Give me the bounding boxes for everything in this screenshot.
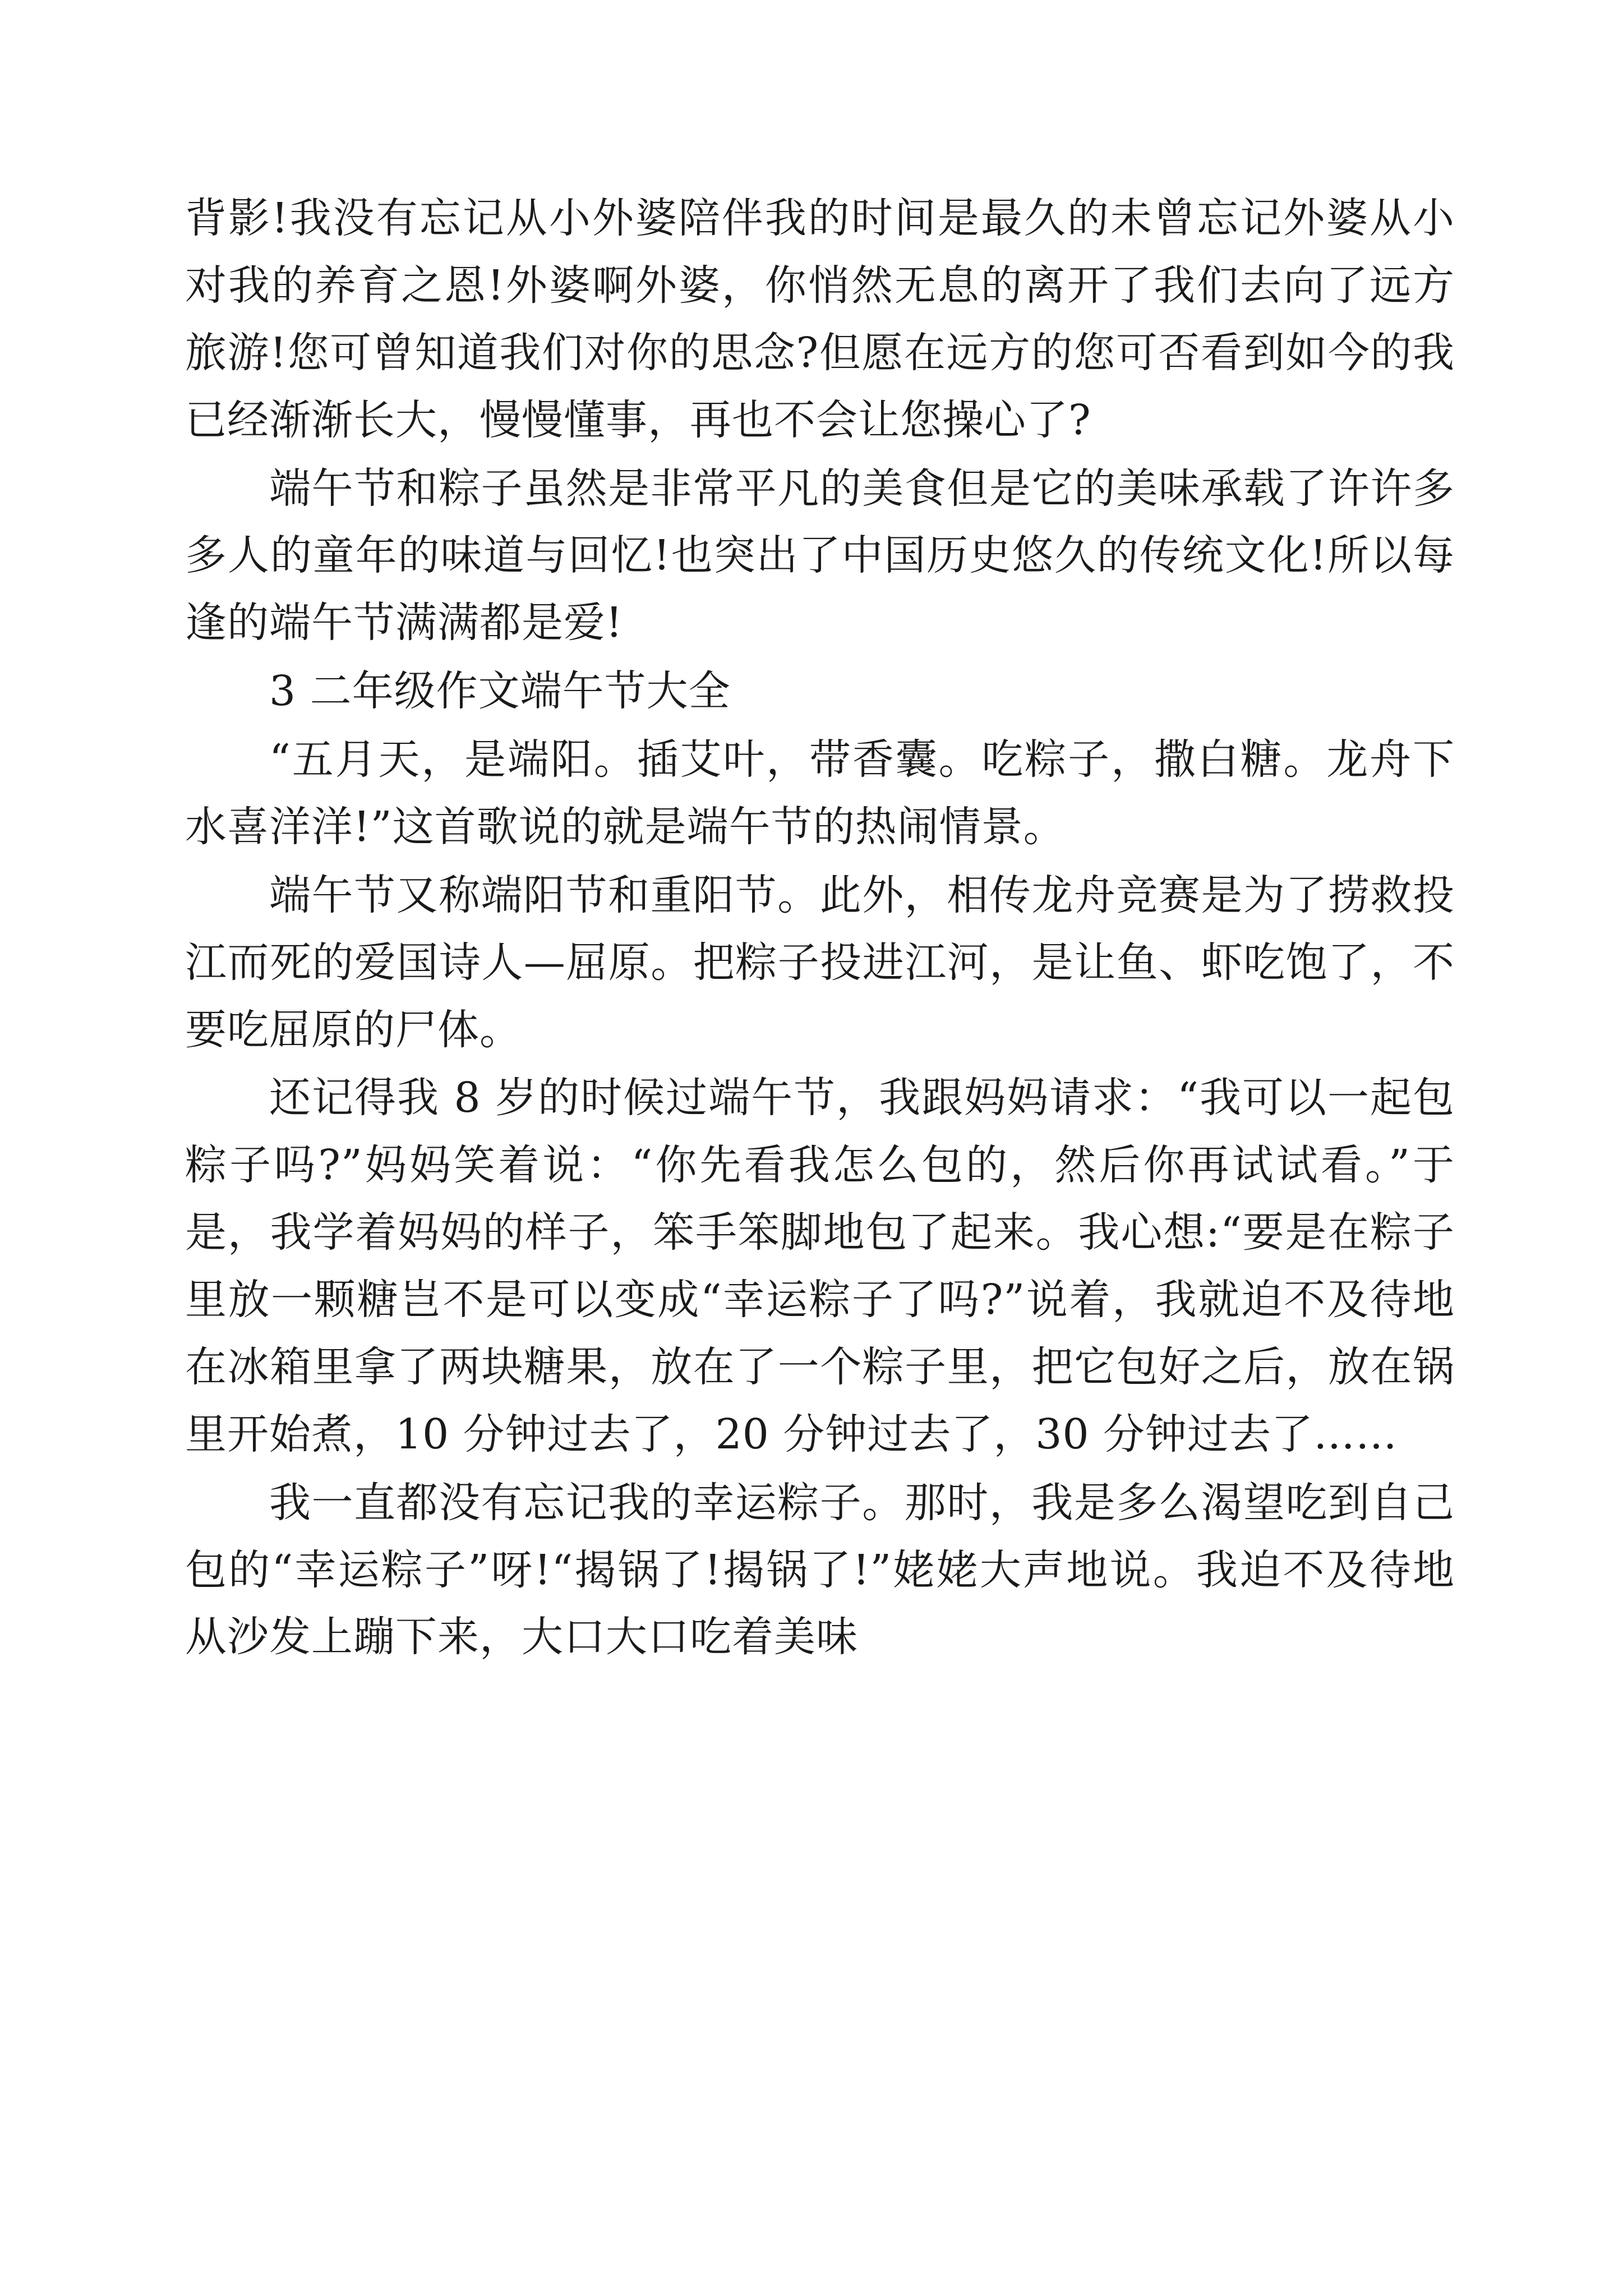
paragraph: 还记得我 8 岁的时候过端午节，我跟妈妈请求：“我可以一起包粽子吗?”妈妈笑着说：“你先看我怎么包的，然后你再试试看。”于是，我学着妈妈的样子，笨手笨脚地包了起来。我心想:“要是在粽子里放一颗糖岂不是可以变成“幸运粽子了吗?”说着，我就迫不及待地在冰箱里拿了两块糖果，放在了一个粽子里，把它包好之后，放在锅里开始煮，10 分钟过去了，20 分钟过去了，30 分钟过去了…… — [185, 1074, 1455, 1458]
document-body — [185, 185, 1455, 1671]
paragraph: 端午节和粽子虽然是非常平凡的美食但是它的美味承载了许许多多人的童年的味道与回忆!也突出了中国历史悠久的传统文化!所以每逢的端午节满满都是爱! — [185, 464, 1455, 647]
paragraph: 背影!我没有忘记从小外婆陪伴我的时间是最久的未曾忘记外婆从小对我的养育之恩!外婆啊外婆，你悄然无息的离开了我们去向了远方旅游!您可曾知道我们对你的思念?但愿在远方的您可否看到如今的我已经渐渐长大，慢慢懂事，再也不会让您操心了? — [185, 194, 1455, 444]
paragraph: “五月天，是端阳。插艾叶，带香囊。吃粽子，撒白糖。龙舟下水喜洋洋!”这首歌说的就是端午节的热闹情景。 — [185, 735, 1455, 851]
paragraph: 端午节又称端阳节和重阳节。此外，相传龙舟竞赛是为了捞救投江而死的爱国诗人—屈原。把粽子投进江河，是让鱼、虾吃饱了，不要吃屈原的尸体。 — [185, 871, 1455, 1054]
paragraph: 我一直都没有忘记我的幸运粽子。那时，我是多么渴望吃到自己包的“幸运粽子”呀!“揭锅了!揭锅了!”姥姥大声地说。我迫不及待地从沙发上蹦下来，大口大口吃着美味 — [185, 1478, 1455, 1662]
section-heading: 3 二年级作文端午节大全 — [269, 667, 731, 716]
